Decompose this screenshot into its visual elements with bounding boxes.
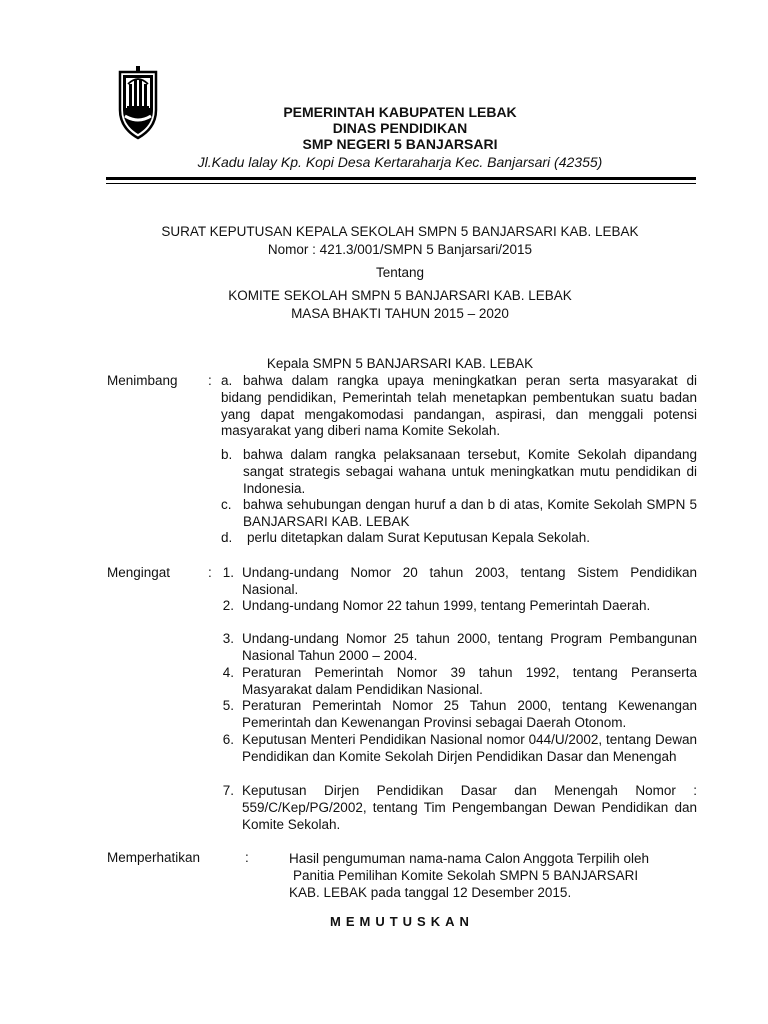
mengingat-item-2-number: 2. <box>222 598 234 613</box>
letterhead <box>170 104 630 171</box>
decree-title: SURAT KEPUTUSAN KEPALA SEKOLAH SMPN 5 BANJARSARI KAB. LEBAK <box>161 224 639 239</box>
menimbang-d-text: perlu ditetapkan dalam Surat Keputusan Kepala Sekolah. <box>247 530 590 545</box>
decree-subject-1: KOMITE SEKOLAH SMPN 5 BANJARSARI KAB. LEBAK <box>228 288 572 303</box>
lebak-regency-crest-icon <box>118 66 158 140</box>
mengingat-item-4-text: Peraturan Pemerintah Nomor 39 tahun 1992, tentang Peranserta Masyarakat dalam Pendidikan Nasional. <box>242 665 697 697</box>
menimbang-a-text: bahwa dalam rangka upaya meningkatkan peran serta masyarakat di bidang pendidikan, Pemerintah telah menetapkan pembentukan suatu badan yang dapat mengakomodasi pandangan, aspirasi, dan menggali potensi masyarakat yang diberi nama Komite Sekolah. <box>221 373 697 439</box>
decree-number: Nomor : 421.3/001/SMPN 5 Banjarsari/2015 <box>267 242 533 257</box>
decree-tentang: Tentang <box>375 265 425 280</box>
mengingat-label: Mengingat <box>107 565 171 580</box>
memperhatikan-line-2: Panitia Pemilihan Komite Sekolah SMPN 5 BANJARSARI <box>293 868 639 883</box>
menimbang-c-marker: c. <box>221 497 232 512</box>
mengingat-item-3-number: 3. <box>222 631 234 646</box>
memperhatikan-line-3: KAB. LEBAK pada tanggal 12 Desember 2015. <box>289 885 572 900</box>
mengingat-item-4-number: 4. <box>222 665 234 680</box>
department-name: DINAS PENDIDIKAN <box>332 120 468 136</box>
mengingat-item-6-text: Keputusan Menteri Pendidikan Nasional nomor 044/U/2002, tentang Dewan Pendidikan dan Komite Sekolah Dirjen Pendidikan Dasar dan Menengah <box>242 732 697 764</box>
decree-subject-2: MASA BHAKTI TAHUN 2015 – 2020 <box>291 306 509 321</box>
mengingat-item-7-text: Keputusan Dirjen Pendidikan Dasar dan Menengah Nomor : 559/C/Kep/PG/2002, tentang Tim Pengembangan Dewan Pendidikan dan Komite Sekolah. <box>242 783 697 832</box>
menimbang-b-text: bahwa dalam rangka pelaksanaan tersebut, Komite Sekolah dipandang sangat strategis sebagai wahana untuk meningkatkan mutu pendidikan di Indonesia. <box>243 447 697 496</box>
menimbang-b-marker: b. <box>221 447 233 462</box>
mengingat-item-5-text: Peraturan Pemerintah Nomor 25 Tahun 2000, tentang Kewenangan Pemerintah dan Kewenangan Provinsi sebagai Daerah Otonom. <box>242 698 697 730</box>
memperhatikan-colon: : <box>245 850 249 865</box>
menimbang-a-marker: a. <box>221 373 233 388</box>
issuer: Kepala SMPN 5 BANJARSARI KAB. LEBAK <box>266 356 534 371</box>
mengingat-item-1-text: Undang-undang Nomor 20 tahun 2003, tentang Sistem Pendidikan Nasional. <box>242 565 697 597</box>
mengingat-item-3-text: Undang-undang Nomor 25 tahun 2000, tentang Program Pembangunan Nasional Tahun 2000 – 2004. <box>242 631 697 663</box>
memperhatikan-label: Memperhatikan <box>107 850 201 865</box>
government-name: PEMERINTAH KABUPATEN LEBAK <box>283 104 517 120</box>
school-name: SMP NEGERI 5 BANJARSARI <box>302 136 498 152</box>
letterhead-rule-thin <box>106 183 696 184</box>
menimbang-d-marker: d. <box>221 530 233 545</box>
mengingat-item-5-number: 5. <box>222 698 234 713</box>
mengingat-item-6-number: 6. <box>222 732 234 747</box>
letterhead-rule-thick <box>106 177 696 180</box>
mengingat-item-1-number: 1. <box>222 565 234 580</box>
memperhatikan-line-1: Hasil pengumuman nama-nama Calon Anggota Terpilih oleh <box>289 851 649 866</box>
mengingat-item-7-number: 7. <box>222 783 234 798</box>
mengingat-colon: : <box>208 565 212 580</box>
menimbang-label: Menimbang <box>107 373 178 388</box>
menimbang-colon: : <box>208 373 212 388</box>
school-address: Jl.Kadu lalay Kp. Kopi Desa Kertaraharja Kec. Banjarsari (42355) <box>197 154 603 170</box>
mengingat-item-2-text: Undang-undang Nomor 22 tahun 1999, tentang Pemerintah Daerah. <box>242 598 651 613</box>
memutuskan-heading: MEMUTUSKAN <box>330 914 474 929</box>
menimbang-c-text: bahwa sehubungan dengan huruf a dan b di atas, Komite Sekolah SMPN 5 BANJARSARI KAB. LEBAK <box>243 497 697 529</box>
